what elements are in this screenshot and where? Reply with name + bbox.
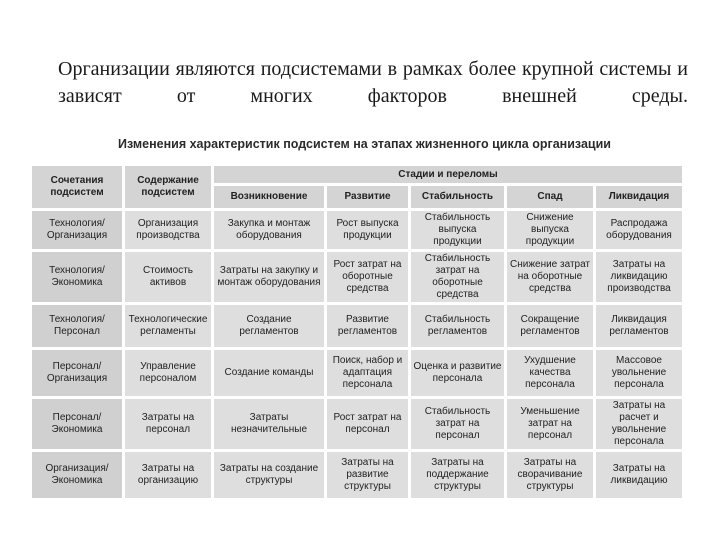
table-cell: Стабильность затрат на персонал [411, 399, 504, 449]
table-cell: Закупка и монтаж оборудования [214, 211, 324, 249]
table-cell: Затраты на ликвидацию производства [596, 252, 682, 302]
row-content: Затраты на персонал [125, 399, 211, 449]
row-combo: Технология/ Экономика [32, 252, 122, 302]
row-combo: Технология/ Организация [32, 211, 122, 249]
row-content: Управление персоналом [125, 350, 211, 396]
table-cell: Затраты на ликвидацию [596, 452, 682, 498]
stage-decline: Спад [507, 186, 593, 208]
header-combo: Сочетания подсистем [32, 166, 122, 208]
table-row [32, 399, 682, 449]
table-row [32, 350, 682, 396]
table-cell: Поиск, набор и адаптация персонала [327, 350, 408, 396]
table-cell: Оценка и развитие персонала [411, 350, 504, 396]
row-combo: Технология/ Персонал [32, 305, 122, 347]
table-cell: Затраты на сворачивание структуры [507, 452, 593, 498]
table-cell: Создание регламентов [214, 305, 324, 347]
row-combo: Персонал/ Организация [32, 350, 122, 396]
table-row [32, 211, 682, 249]
header-stages: Стадии и переломы [214, 166, 682, 183]
table-cell: Рост затрат на оборотные средства [327, 252, 408, 302]
table-cell: Уменьшение затрат на персонал [507, 399, 593, 449]
table-cell: Ухудшение качества персонала [507, 350, 593, 396]
table-cell: Стабильность затрат на оборотные средства [411, 252, 504, 302]
table-row [32, 305, 682, 347]
table-cell: Затраты незначительные [214, 399, 324, 449]
table-cell: Снижение выпуска продукции [507, 211, 593, 249]
table-row [32, 452, 682, 498]
row-content: Организация производства [125, 211, 211, 249]
stage-emergence: Возникновение [214, 186, 324, 208]
table-cell: Затраты на расчет и увольнение персонала [596, 399, 682, 449]
intro-paragraph: Организации являются подсистемами в рамках более крупной системы и зависят от многих факторов внешней среды. [58, 58, 688, 107]
header-row [32, 166, 682, 183]
header-content: Содержание подсистем [125, 166, 211, 208]
table-cell: Массовое увольнение персонала [596, 350, 682, 396]
table-cell: Распродажа оборудования [596, 211, 682, 249]
table-title: Изменения характеристик подсистем на этапах жизненного цикла организации [118, 137, 611, 151]
lifecycle-table [29, 163, 685, 501]
table-row [32, 252, 682, 302]
row-combo: Организация/ Экономика [32, 452, 122, 498]
row-content: Технологические регламенты [125, 305, 211, 347]
table-cell: Стабильность регламентов [411, 305, 504, 347]
table-cell: Развитие регламентов [327, 305, 408, 347]
table-cell: Затраты на создание структуры [214, 452, 324, 498]
table-cell: Затраты на закупку и монтаж оборудования [214, 252, 324, 302]
table-cell: Создание команды [214, 350, 324, 396]
row-combo: Персонал/ Экономика [32, 399, 122, 449]
stage-development: Развитие [327, 186, 408, 208]
row-content: Стоимость активов [125, 252, 211, 302]
row-content: Затраты на организацию [125, 452, 211, 498]
table-cell: Ликвидация регламентов [596, 305, 682, 347]
table-cell: Снижение затрат на оборотные средства [507, 252, 593, 302]
table-cell: Затраты на поддержание структуры [411, 452, 504, 498]
table-cell: Сокращение регламентов [507, 305, 593, 347]
table-cell: Рост выпуска продукции [327, 211, 408, 249]
stage-stability: Стабильность [411, 186, 504, 208]
table-cell: Рост затрат на персонал [327, 399, 408, 449]
stage-liquidation: Ликвидация [596, 186, 682, 208]
table-cell: Стабильность выпуска продукции [411, 211, 504, 249]
table-cell: Затраты на развитие структуры [327, 452, 408, 498]
